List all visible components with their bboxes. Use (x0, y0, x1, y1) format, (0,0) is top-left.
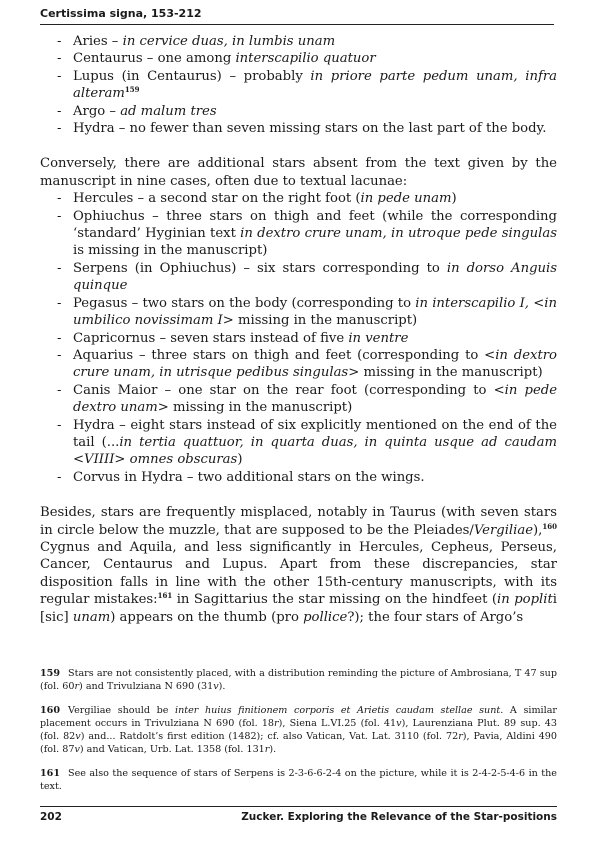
list-item (40, 120, 557, 137)
text-run: Corvus in Hydra – two additional stars on the wings. (73, 469, 425, 485)
text-run: Canis Maior – one star on the rear foot (corresponding to (73, 382, 494, 398)
italic-text: pollice (303, 609, 348, 625)
text-run: is missing in the manuscript) (73, 243, 268, 259)
text-run: ) and Trivulziana N 690 (31 (79, 681, 214, 693)
italic-text: interscapilio quatuor (235, 51, 376, 67)
italic-text: <in dextro crure unam, in utrisque pedibus singulas> (73, 347, 557, 381)
list-item (40, 347, 557, 382)
text-run: Pegasus – two stars on the body (corresponding to (73, 295, 416, 311)
text-run: Centaurus – one among (73, 51, 236, 67)
footnote-number: 159 (40, 668, 61, 679)
italic-text: inter huius finitionem corporis et Arietis caudam stellae sunt. (175, 704, 504, 716)
italic-text: Vergiliae (473, 522, 534, 538)
text-run: i [sic] (40, 592, 558, 625)
list-item (40, 417, 557, 469)
text-run: Capricornus – seven stars instead of five (73, 330, 349, 346)
running-author-title: Zucker. Exploring the Relevance of the Star-positions (241, 811, 557, 823)
list-item (40, 50, 557, 67)
text-run: Hercules – a second star on the right foot ( (73, 191, 361, 207)
text-run: Stars are not consistently placed, with a distribution reminding the picture of Ambrosiana, T 47 sup (fol. 60 (40, 668, 557, 693)
text-run: missing in the manuscript) (233, 313, 418, 329)
text-run: ) and Vatican, Urb. Lat. 1358 (fol. 131 (79, 744, 265, 756)
footnote (40, 667, 557, 694)
italic-text: in ventre (348, 330, 409, 346)
page-number: 202 (40, 811, 62, 823)
italic-text: in pede unam (360, 191, 452, 207)
text-run: Hydra – eight stars instead of six explicitly mentioned on the end of the tail (... (73, 417, 557, 450)
text-run: in Sagittarius the star missing on the hindfeet ( (172, 592, 498, 608)
additional-stars-list (40, 190, 557, 486)
italic-text: v (75, 731, 81, 743)
running-header (40, 7, 554, 25)
italic-text: <in pede dextro unam> (73, 382, 558, 416)
italic-text: v (74, 744, 80, 756)
text-run: ). (218, 681, 226, 693)
italic-text: unam (72, 609, 111, 625)
text-run: ), Siena L.VI.25 (fol. 41 (278, 717, 397, 729)
italic-text: ad malum tres (120, 103, 217, 119)
footnotes (40, 667, 557, 803)
footnote-number: 160 (40, 704, 61, 716)
italic-text: in interscapilio I, <in umbilico novissimam I> (73, 295, 557, 329)
missing-stars-list (40, 33, 557, 137)
list-item (40, 33, 557, 50)
text-run: Vergiliae should be (68, 704, 175, 716)
text-run: ?); the four stars of Argo’s (347, 609, 524, 625)
footnote-reference: 160 (542, 521, 557, 531)
text-run: Serpens (in Ophiuchus) – six stars corresponding to (73, 260, 447, 276)
italic-text: r (74, 681, 80, 693)
main-text (40, 33, 557, 626)
footnote-reference: 161 (157, 591, 173, 601)
list-item (40, 103, 557, 120)
text-run: ), Laurenziana Plut. 89 sup. 43 (fol. 82 (40, 717, 558, 743)
text-run: Ophiuchus – three stars on thigh and feet (while the corresponding ‘standard’ Hyginian text (73, 208, 557, 242)
italic-text: v (396, 717, 402, 729)
text-run: Aquarius – three stars on thigh and feet (corresponding to (73, 347, 485, 363)
footnote (40, 704, 557, 757)
running-title: Certissima signa, 153-212 (40, 7, 202, 20)
text-run: ) (237, 452, 243, 468)
italic-text: r (274, 717, 279, 729)
text-run: ), Pavia, Aldini 490 (fol. 87 (40, 731, 557, 756)
paragraph-misplaced-stars (40, 504, 557, 626)
italic-text: in priore parte pedum unam, infra alteram (73, 68, 558, 102)
text-run: Lupus (in Centaurus) – probably (73, 68, 311, 84)
text-run: missing in the manuscript) (359, 365, 543, 381)
text-run: ) and... Ratdolt’s first edition (1482); cf. also Vatican, Vat. Lat. 3110 (fol. 72 (80, 731, 459, 743)
text-run: Hydra – no fewer than seven missing stars on the last part of the body. (73, 121, 547, 137)
text-run: Argo – (73, 103, 121, 119)
italic-text: in poplit (497, 592, 553, 608)
list-item (40, 382, 557, 417)
text-run: See also the sequence of stars of Serpens is 2-3-6-6-2-4 on the picture, while it is 2-4-2-5-4-6 in the text. (40, 767, 557, 793)
italic-text: in dorso Anguis quinque (73, 260, 557, 294)
paragraph-conversely: Conversely, there are additional stars absent from the text given by the manuscript in nine cases, often due to textual lacunae: (40, 156, 557, 189)
list-item (40, 68, 557, 103)
italic-text: in cervice duas, in lumbis unam (122, 34, 336, 49)
text-run: ) appears on the thumb (pro (110, 609, 304, 625)
text-run: Besides, stars are frequently misplaced, notably in Taurus (with seven stars in circle below the muzzle, that are supposed to be the Pleiades/ (40, 505, 557, 538)
list-item (40, 330, 557, 347)
running-footer (40, 806, 557, 823)
footnote-number: 161 (40, 767, 61, 779)
list-item (40, 208, 557, 260)
footnote-reference: 159 (124, 85, 140, 95)
text-run: ), (533, 522, 543, 538)
list-item (40, 190, 557, 207)
list-item (40, 295, 557, 330)
footnote (40, 767, 557, 794)
italic-text: v (213, 681, 219, 693)
text-run: missing in the manuscript) (168, 400, 353, 416)
text-run: ) (451, 191, 457, 207)
text-run: Aries – (73, 34, 123, 49)
italic-text: in tertia quattuor, in quarta duas, in quinta usque ad caudam <VIIII> omnes obscuras (73, 434, 557, 468)
italic-text: r (458, 731, 463, 743)
list-item (40, 469, 557, 486)
text-run: A similar placement occurs in Trivulziana N 690 (fol. 18 (40, 704, 557, 729)
italic-text: in dextro crure unam, in utroque pede singulas (240, 226, 557, 242)
italic-text: r (264, 744, 270, 756)
text-run: ). (269, 744, 277, 756)
list-item (40, 260, 557, 295)
text-run: Cygnus and Aquila, and less significantly in Hercules, Cepheus, Perseus, Cancer, Centaurus and Lupus. Apart from these discrepancies, star disposition falls in line with the other 15th-century manuscripts, with its regular mistakes: (40, 539, 557, 608)
